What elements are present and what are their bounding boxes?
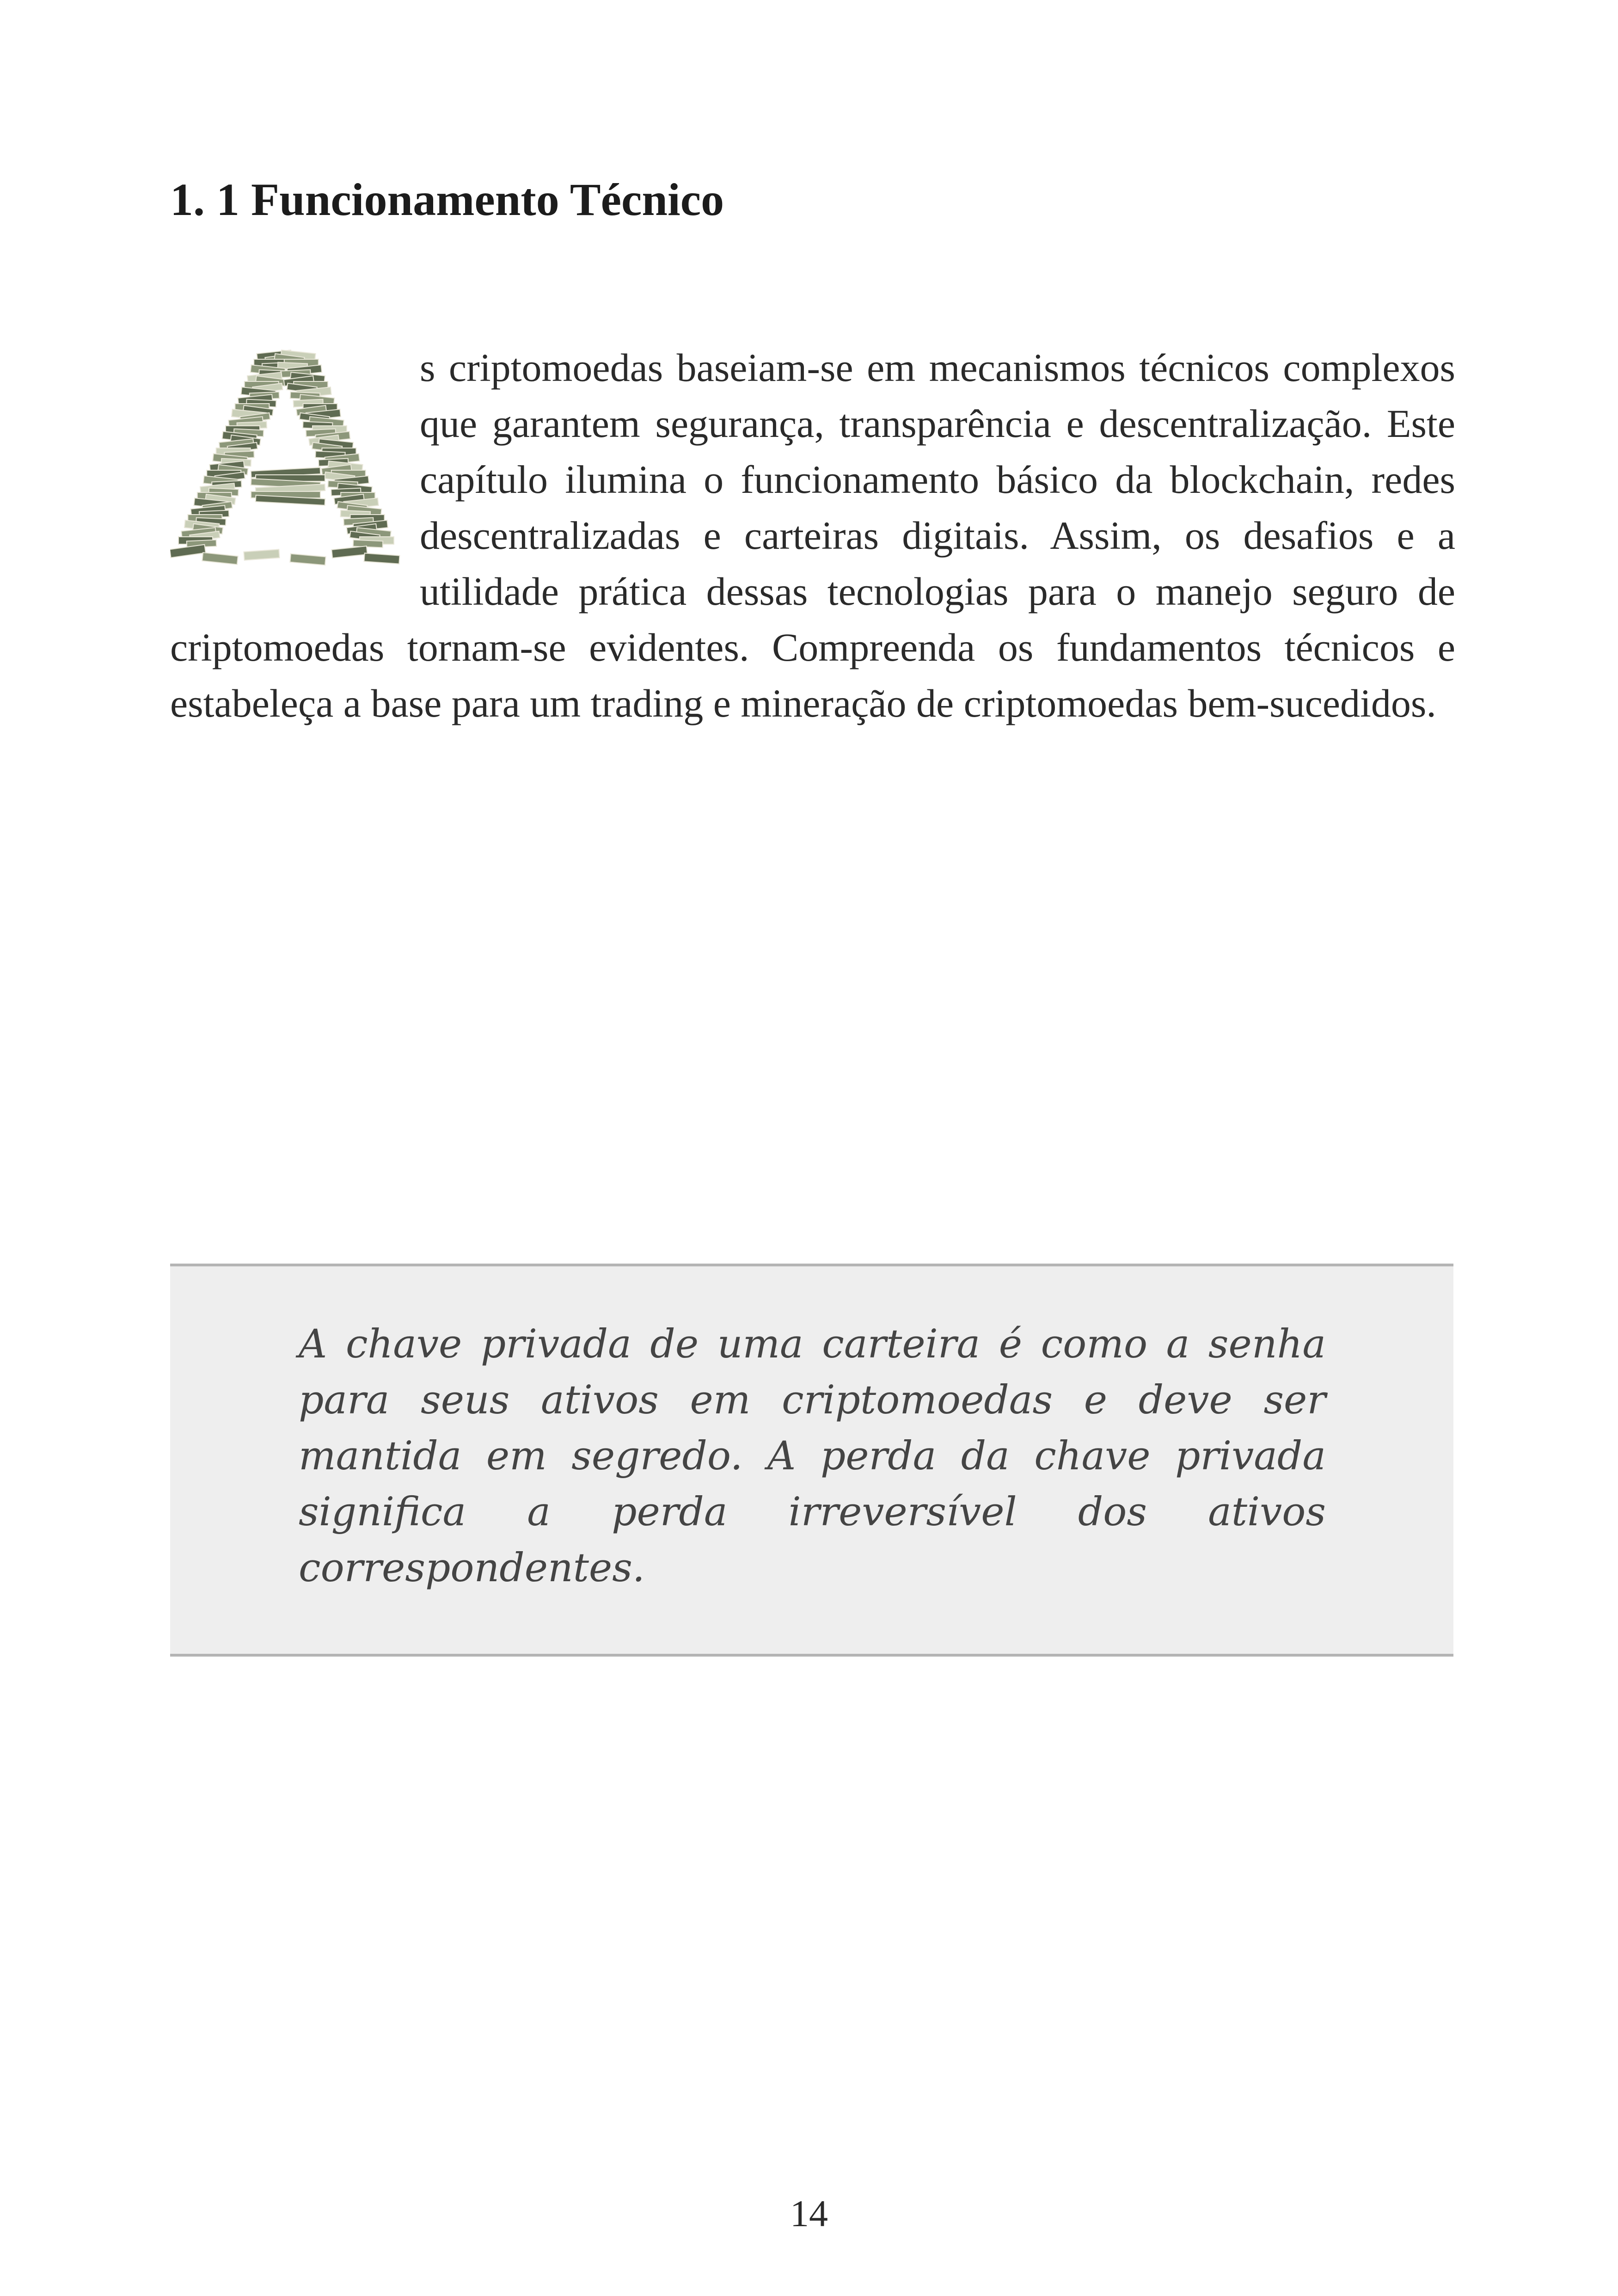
- dropcap-illustration: [170, 348, 401, 567]
- page-number: 14: [790, 2192, 828, 2235]
- intro-paragraph-text: s criptomoedas baseiam-se em mecanismos técnicos complexos que garantem segurança, transparência e descentralização. Este capítulo ilumina o funcionamento básico da blockchain, redes descentralizadas e carteiras digitais. Assim, os desafios e a utilidade prática dessas tecnologias para o manejo seguro de criptomoedas tornam-se evidentes. Compreenda os fundamentos técnicos e estabeleça a base para um trading e mineração de criptomoedas bem-sucedidos.: [170, 345, 1455, 725]
- callout-box: [170, 1264, 1453, 1657]
- section-heading: 1. 1 Funcionamento Técnico: [170, 174, 724, 225]
- money-stack-letter-a-icon: [170, 348, 401, 567]
- callout-quote: A chave privada de uma carteira é como a senha para seus ativos em criptomoedas e deve ser mantida em segredo. A perda da chave privada significa a perda irreversível dos ativos correspondentes.: [299, 1321, 1326, 1591]
- intro-paragraph: [170, 340, 1455, 731]
